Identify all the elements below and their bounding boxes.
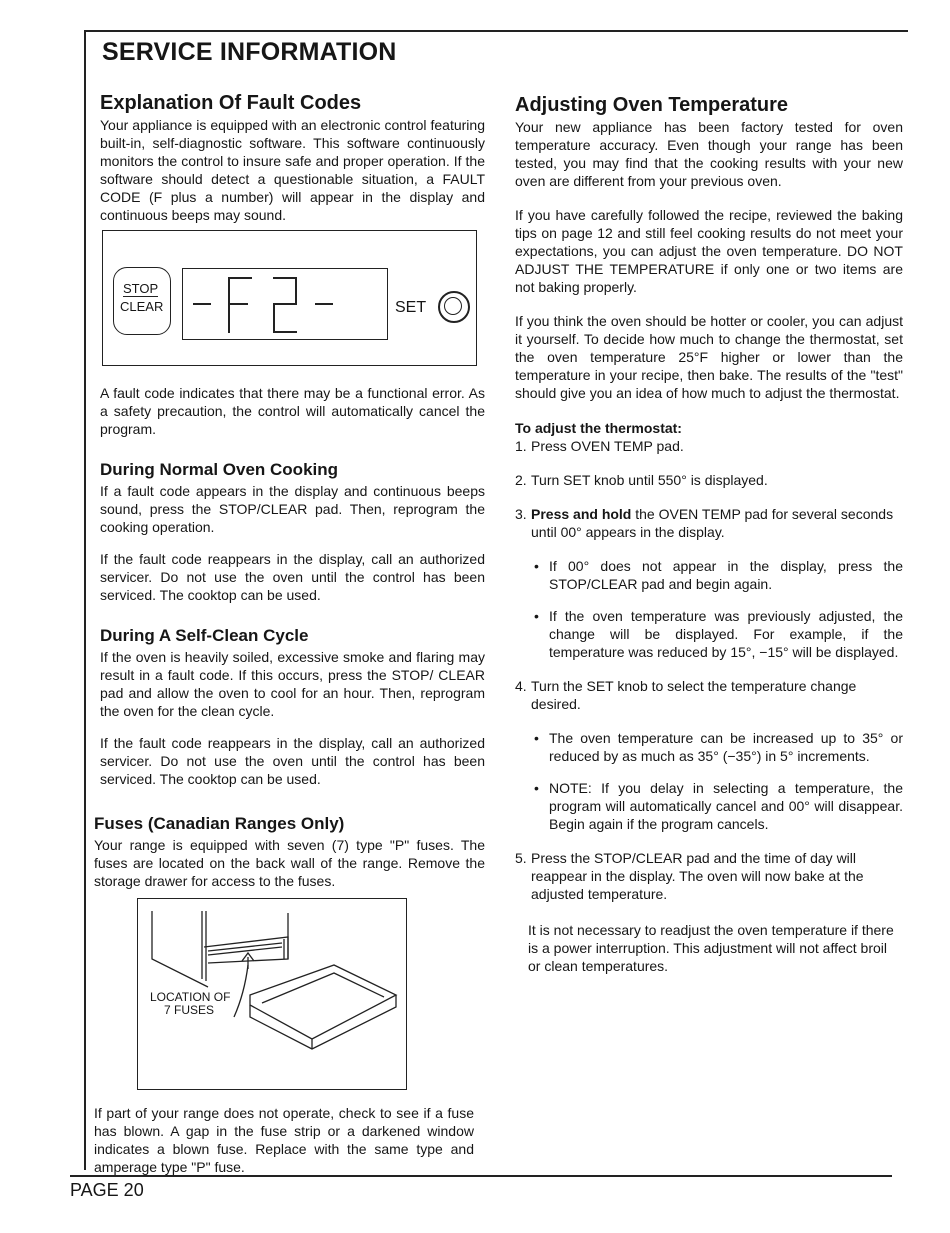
segment [273, 303, 297, 305]
step-text: Press OVEN TEMP pad. [531, 438, 684, 454]
step-number: 1. [515, 438, 527, 454]
segment [295, 277, 297, 305]
fuses-p1: Your range is equipped with seven (7) type "P" fuses. The fuses are located on the back wall of the range. Remove the storage drawer for access to the fuses. [94, 837, 485, 889]
segment [228, 277, 230, 333]
normal-cooking-p2: If the fault code reappears in the display, call an authorized servicer. Do not use the oven until the control has been serviced. The cooktop can be used. [100, 551, 485, 603]
step-4-bullets [515, 729, 903, 833]
thermostat-subheading: To adjust the thermostat: [515, 420, 682, 436]
fuses-p2: If part of your range does not operate, check to see if a fuse has blown. A gap in the fuse strip or a darkened window indicates a blown fuse. Replace with the same type and amperage type "P" fuse. [94, 1105, 474, 1175]
clear-label: CLEAR [120, 299, 164, 314]
fuses-section [94, 814, 485, 1176]
page-number: PAGE 20 [70, 1180, 144, 1200]
set-knob-icon [438, 291, 470, 323]
fault-code-lcd [182, 268, 388, 340]
left-column [94, 92, 485, 1176]
segment-dash [315, 303, 333, 305]
frame-left-rule [84, 30, 86, 1170]
fault-codes-section [100, 92, 485, 438]
step-text: Turn SET knob until 550° is displayed. [531, 472, 768, 488]
segment [228, 277, 252, 279]
thermostat-steps-cont [515, 677, 903, 713]
step-text: the OVEN TEMP pad for several seconds until 00° appears in the display. [531, 506, 894, 540]
fuse-label-line-2: 7 FUSES [164, 1003, 215, 1017]
fuse-label-line-1: LOCATION OF [150, 990, 231, 1004]
oven-temp-p1: Your new appliance has been factory tested for oven temperature accuracy. Even though your range has been tested, you may find that the cooking results with your new oven are different from your previous oven. [515, 119, 903, 189]
step-number: 5. [515, 850, 527, 866]
step-text: Turn the SET knob to select the temperature change desired. [531, 678, 857, 712]
frame-top-rule [84, 30, 908, 32]
step-text: Press the STOP/CLEAR pad and the time of day will reappear in the display. The oven will now bake at the adjusted temperature. [531, 850, 864, 902]
bullet-item: • The oven temperature can be increased up to 35° or reduced by as much as 35° (−35°) in 5° increments. [531, 729, 903, 765]
step-number: 4. [515, 678, 527, 694]
normal-cooking-section [100, 460, 485, 604]
segment [273, 331, 297, 333]
step-5 [515, 849, 903, 903]
bullet-item: • If 00° does not appear in the display, press the STOP/CLEAR pad and begin again. [531, 557, 903, 593]
stop-clear-pad [113, 267, 171, 335]
step-number: 2. [515, 472, 527, 488]
bullet-item: • If the oven temperature was previously adjusted, the change will be displayed. For example, if the temperature was reduced by 15°, −15° will be displayed. [531, 607, 903, 661]
self-clean-section [100, 626, 485, 788]
fault-codes-intro: Your appliance is equipped with an electronic control featuring built-in, self-diagnostic software. This software continuously monitors the control to insure safe and proper operation. If the software should detect a questionable situation, a FAULT CODE (F plus a number) will appear in the display and continuous beeps may sound. [100, 117, 485, 223]
step-3-bullets [515, 557, 903, 661]
oven-temp-note: It is not necessary to readjust the oven temperature if there is a power interruption. This adjustment will not affect broil or clean temperatures. [528, 922, 894, 974]
thermostat-steps-end [515, 849, 903, 903]
fault-display-figure [102, 230, 477, 366]
step-4 [515, 677, 903, 713]
frame-bottom-rule [70, 1175, 892, 1177]
step-3 [515, 505, 903, 541]
bullet-item: • NOTE: If you delay in selecting a temperature, the program will automatically cancel and 00° will disappear. Begin again if the program cancels. [531, 779, 903, 833]
fuse-location-figure [137, 898, 407, 1090]
stop-label: STOP [123, 281, 159, 296]
fault-codes-heading: Explanation Of Fault Codes [100, 92, 362, 114]
step-1 [515, 437, 903, 455]
segment [273, 303, 275, 333]
normal-cooking-p1: If a fault code appears in the display and continuous beeps sound, press the STOP/CLEAR pad. Then, reprogram the cooking operation. [100, 483, 485, 535]
oven-temp-p2: If you have carefully followed the recipe, reviewed the baking tips on page 12 and still feel cooking results do not meet your expectations, you can adjust the oven temperature. DO NOT ADJUST THE TEMPERATURE if only one or two items are not baking properly. [515, 207, 903, 295]
right-column [515, 92, 903, 975]
self-clean-p2: If the fault code reappears in the display, call an authorized servicer. Do not use the oven until the control has been serviced. The cooktop can be used. [100, 735, 485, 787]
self-clean-heading: During A Self-Clean Cycle [100, 626, 309, 645]
normal-cooking-heading: During Normal Oven Cooking [100, 460, 339, 479]
step-number: 3. [515, 506, 527, 522]
self-clean-p1: If the oven is heavily soiled, excessive smoke and flaring may result in a fault code. If this occurs, press the STOP/ CLEAR pad and allow the oven to cool for an hour. Then, reprogram the oven for the clean cycle. [100, 649, 485, 719]
oven-temp-heading: Adjusting Oven Temperature [515, 94, 789, 116]
step-2 [515, 471, 903, 489]
segment [273, 277, 297, 279]
segment-dash [193, 303, 211, 305]
set-label: SET [395, 299, 427, 316]
page-title: SERVICE INFORMATION [102, 38, 397, 66]
fault-codes-note: A fault code indicates that there may be a functional error. As a safety precaution, the control will automatically cancel the program. [100, 385, 485, 437]
fuses-heading: Fuses (Canadian Ranges Only) [94, 814, 345, 833]
step-emphasis: Press and hold [531, 506, 632, 522]
fuse-location-label [150, 991, 230, 1017]
segment [228, 303, 248, 305]
thermostat-steps [515, 437, 903, 541]
oven-temp-p3: If you think the oven should be hotter or cooler, you can adjust it yourself. To decide how much to change the thermostat, set the oven temperature 25°F higher or lower than the temperature in your recipe, then bake. The results of the "test" should give you an idea of how much to adjust the thermostat. [515, 313, 903, 401]
